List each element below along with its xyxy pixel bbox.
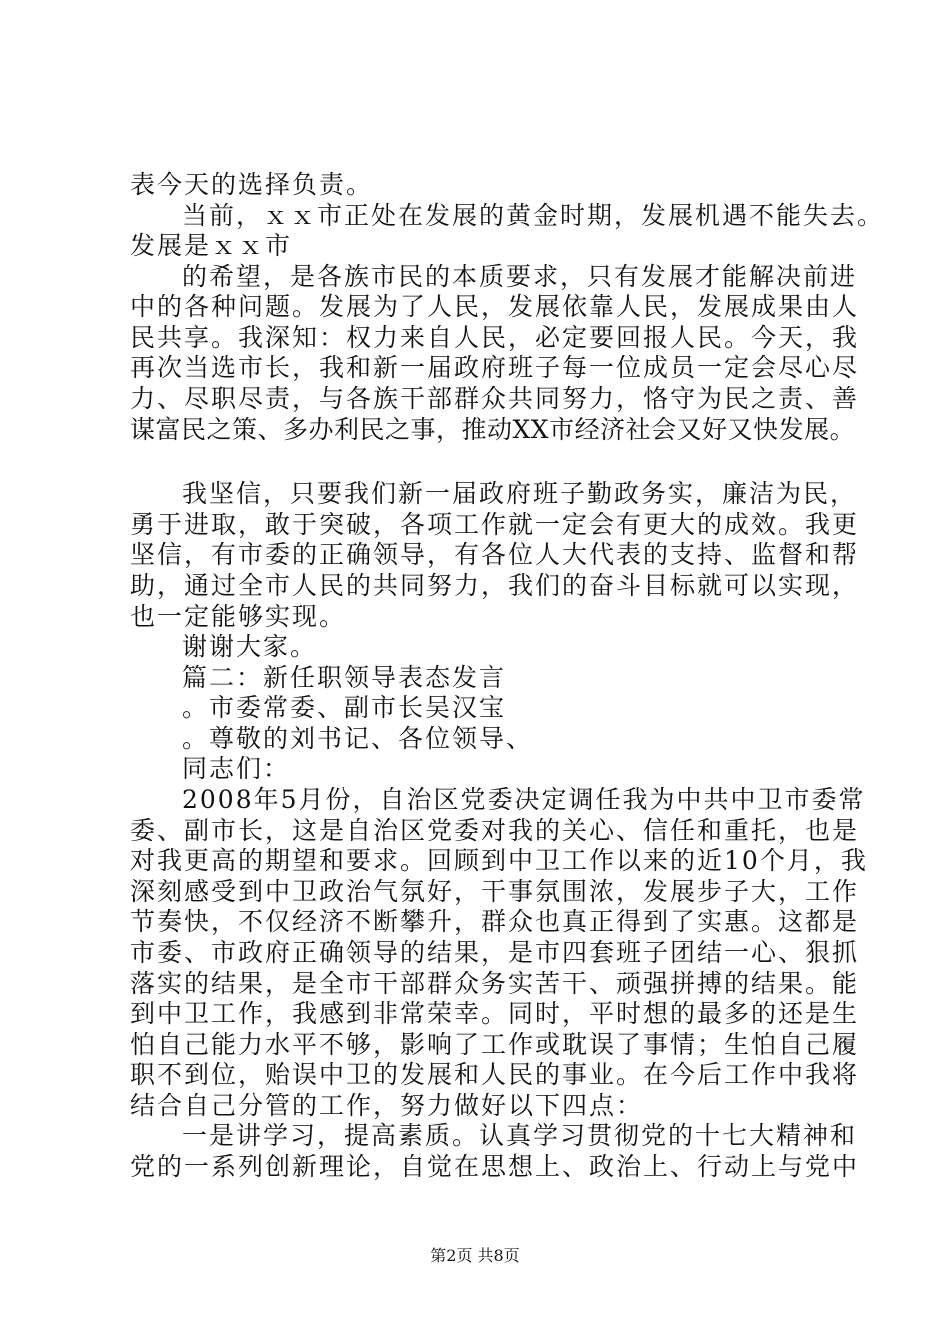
text-line: 怕自己能力水平不够，影响了工作或耽误了事情；生怕自己履 [130, 1030, 860, 1059]
text-line: 谋富民之策、多办利民之事，推动XX市经济社会又好又快发展。 [130, 415, 856, 444]
text-line: 再次当选市长，我和新一届政府班子每一位成员一定会尽心尽 [130, 353, 860, 382]
text-line: 表今天的选择负责。 [130, 170, 374, 199]
text-line: 落实的结果，是全市干部群众务实苦干、顽强拼搏的结果。能 [130, 969, 860, 998]
text-line: 当前，ｘｘ市正处在发展的黄金时期，发展机遇不能失去。 [182, 201, 885, 230]
text-line: 结合自己分管的工作，努力做好以下四点： [130, 1091, 644, 1120]
text-line: 委、副市长，这是自治区党委对我的关心、信任和重托，也是 [130, 816, 860, 845]
text-line: 一是讲学习，提高素质。认真学习贯彻党的十七大精神和 [182, 1121, 858, 1150]
text-line: 的希望，是各族市民的本质要求，只有发展才能解决前进 [182, 262, 858, 291]
text-line: 2008年5月份，自治区党委决定调任我为中共中卫市委常 [182, 785, 866, 814]
text-line: 也一定能够实现。 [130, 602, 347, 631]
text-line: 坚信，有市委的正确领导，有各位人大代表的支持、监督和帮 [130, 540, 860, 569]
text-line: 力、尽职尽责，与各族干部群众共同努力，恪守为民之责、善 [130, 384, 860, 413]
text-line: 民共享。我深知：权力来自人民，必定要回报人民。今天，我 [130, 323, 860, 352]
text-line: 同志们： [182, 754, 291, 783]
page-number-footer: 第2页 共8页 [430, 1246, 520, 1265]
text-line: 节奏快，不仅经济不断攀升，群众也真正得到了实惠。这都是 [130, 907, 860, 936]
text-line: 。尊敬的刘书记、各位领导、 [182, 724, 534, 753]
text-line: 市委、市政府正确领导的结果，是市四套班子团结一心、狠抓 [130, 938, 860, 967]
text-line: 谢谢大家。 [182, 632, 318, 661]
text-line: 我坚信，只要我们新一届政府班子勤政务实，廉洁为民， [182, 479, 858, 508]
text-line: 发展是ｘｘ市 [130, 231, 293, 260]
section-heading: 篇二：新任职领导表态发言 [182, 663, 507, 692]
text-line: 党的一系列创新理论，自觉在思想上、政治上、行动上与党中 [130, 1152, 860, 1181]
text-line: 助，通过全市人民的共同努力，我们的奋斗目标就可以实现， [130, 571, 860, 600]
text-line: 到中卫工作，我感到非常荣幸。同时，平时想的最多的还是生 [130, 999, 860, 1028]
text-line: 职不到位，贻误中卫的发展和人民的事业。在今后工作中我将 [130, 1060, 860, 1089]
text-line: 深刻感受到中卫政治气氛好，干事氛围浓，发展步子大，工作 [130, 877, 860, 906]
text-line: 。市委常委、副市长吴汉宝 [182, 693, 507, 722]
text-line: 中的各种问题。发展为了人民，发展依靠人民，发展成果由人 [130, 292, 860, 321]
text-line: 对我更高的期望和要求。回顾到中卫工作以来的近10个月，我 [130, 846, 868, 875]
text-line: 勇于进取，敢于突破，各项工作就一定会有更大的成效。我更 [130, 510, 860, 539]
